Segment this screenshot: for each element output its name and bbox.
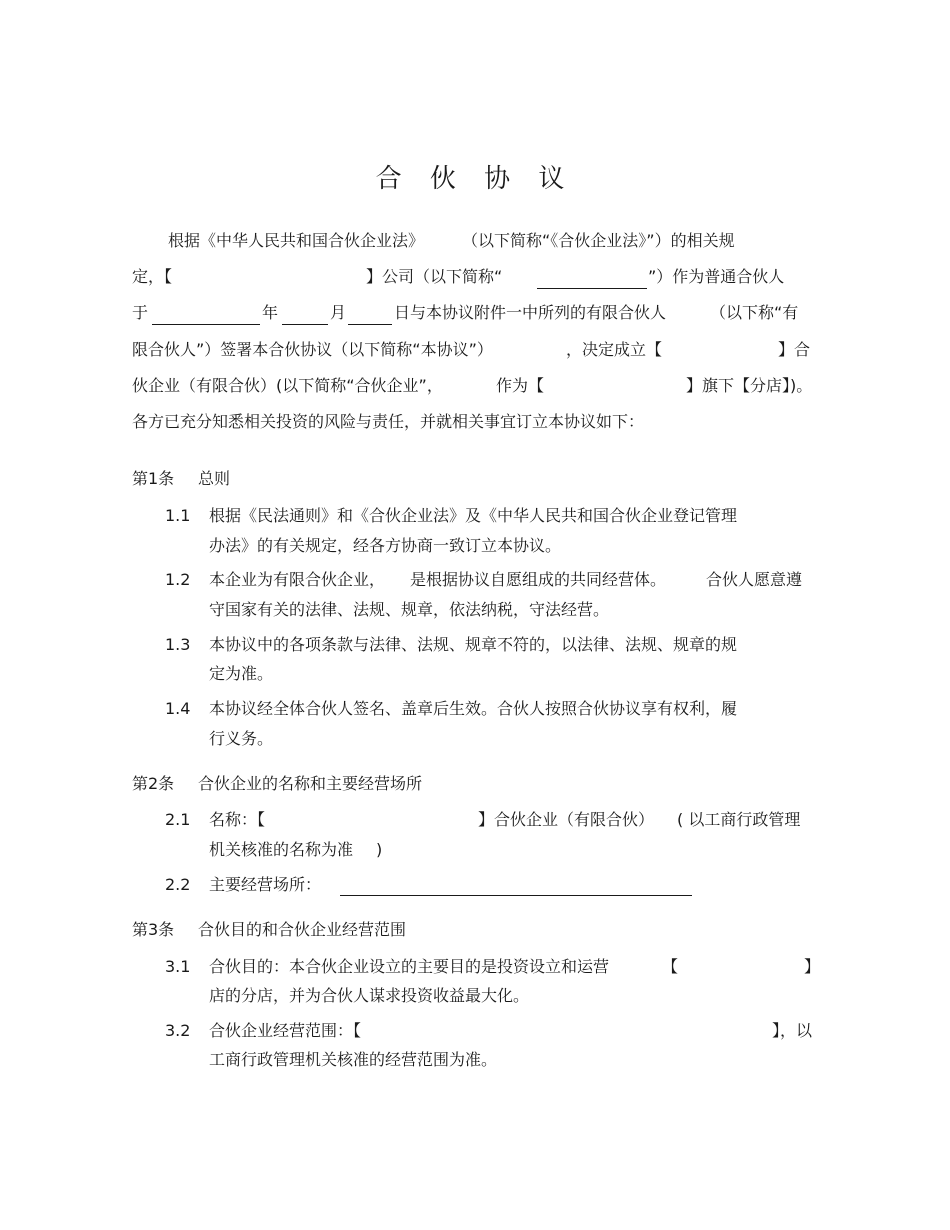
preamble-line-3a: 于	[132, 303, 149, 322]
blank-day[interactable]	[348, 308, 392, 325]
clause-1-1-line-1: 根据《民法通则》和《合伙企业法》及《中华人民共和国合伙企业登记管理	[209, 506, 738, 525]
blank-month[interactable]	[282, 308, 328, 325]
clause-1-3-line-1: 本协议中的各项条款与法律、法规、规章不符的，以法律、法规、规章的规	[209, 635, 738, 654]
article-2-heading: 第2条	[132, 774, 175, 793]
clause-3-2-line-1b: 】，以	[772, 1021, 813, 1040]
preamble-line-3b: 年	[262, 303, 279, 322]
preamble-line-1b: （以下简称“《合伙企业法》”）的相关规	[462, 231, 735, 250]
clause-1-4-line-2: 行义务。	[209, 729, 274, 748]
preamble-line-3d: 日与本协议附件一中所列的有限合伙人	[394, 303, 667, 322]
preamble-line-4b: ，决定成立【	[566, 340, 663, 359]
clause-2-1-line-2b: )	[376, 840, 383, 859]
preamble-line-4c: 】合	[778, 340, 811, 359]
article-1-title: 总则	[198, 469, 231, 488]
clause-3-2-line-2: 工商行政管理机关核准的经营范围为准。	[209, 1050, 498, 1069]
clause-2-2-label: 主要经营场所：	[209, 875, 322, 894]
clause-1-3-number: 1.3	[165, 635, 191, 654]
clause-1-1-number: 1.1	[165, 506, 191, 525]
clause-1-4-number: 1.4	[165, 699, 191, 718]
clause-1-2-line-2: 守国家有关的法律、法规、规章，依法纳税，守法经营。	[209, 600, 610, 619]
preamble-line-2b: 】公司（以下简称“	[366, 267, 503, 286]
clause-1-2-line-1a: 本企业为有限合伙企业，	[209, 570, 386, 589]
clause-3-1-line-1a: 合伙目的：本合伙企业设立的主要目的是投资设立和运营	[209, 957, 610, 976]
article-3-title: 合伙目的和合伙企业经营范围	[198, 920, 407, 939]
article-2-title: 合伙企业的名称和主要经营场所	[198, 774, 423, 793]
clause-3-1-line-1c: 】	[804, 957, 821, 976]
preamble-line-5a: 伙企业（有限合伙）(以下简称“合伙企业”，	[132, 376, 443, 395]
preamble-line-5b: 作为【	[496, 376, 545, 395]
clause-3-2-line-1a: 合伙企业经营范围：【	[209, 1021, 362, 1040]
blank-year[interactable]	[152, 308, 260, 325]
clause-2-1-line-1c: ( 以工商行政管理	[677, 810, 801, 829]
clause-2-2-number: 2.2	[165, 875, 191, 894]
clause-1-4-line-1: 本协议经全体合伙人签名、盖章后生效。合伙人按照合伙协议享有权利，履	[209, 699, 738, 718]
clause-1-2-number: 1.2	[165, 570, 191, 589]
clause-1-1-line-2: 办法》的有关规定，经各方协商一致订立本协议。	[209, 536, 562, 555]
preamble-line-4a: 限合伙人”）签署本合伙协议（以下简称“本协议”）	[132, 340, 493, 359]
article-1-heading: 第1条	[132, 469, 175, 488]
clause-1-2-line-1c: 合伙人愿意遵	[706, 570, 803, 589]
clause-2-1-line-1a: 名称：【	[209, 810, 266, 829]
clause-3-1-line-1b: 【	[662, 957, 679, 976]
clause-2-1-line-2a: 机关核准的名称为准	[209, 840, 354, 859]
clause-1-2-line-1b: 是根据协议自愿组成的共同经营体。	[410, 570, 667, 589]
preamble-line-2c: ”）作为普通合伙人	[648, 267, 785, 286]
clause-1-3-line-2: 定为准。	[209, 664, 274, 683]
article-3-heading: 第3条	[132, 920, 175, 939]
preamble-line-3e: （以下称“有	[710, 303, 799, 322]
preamble-line-3c: 月	[330, 303, 347, 322]
clause-3-1-number: 3.1	[165, 957, 191, 976]
clause-2-1-number: 2.1	[165, 810, 191, 829]
preamble-line-1a: 根据《中华人民共和国合伙企业法》	[168, 231, 425, 250]
clause-3-2-number: 3.2	[165, 1021, 191, 1040]
clause-2-1-line-1b: 】合伙企业（有限合伙）	[478, 810, 655, 829]
blank-business-location[interactable]	[340, 879, 692, 896]
document-title: 合 伙 协 议	[375, 164, 575, 194]
preamble-line-6: 各方已充分知悉相关投资的风险与责任，并就相关事宜订立本协议如下：	[132, 412, 645, 431]
blank-gp-short-name[interactable]	[537, 272, 647, 289]
preamble-line-2a: 定，【	[132, 267, 173, 286]
clause-3-1-line-2: 店的分店，并为合伙人谋求投资收益最大化。	[209, 986, 530, 1005]
preamble-line-5c: 】旗下【分店】)。	[686, 376, 813, 395]
